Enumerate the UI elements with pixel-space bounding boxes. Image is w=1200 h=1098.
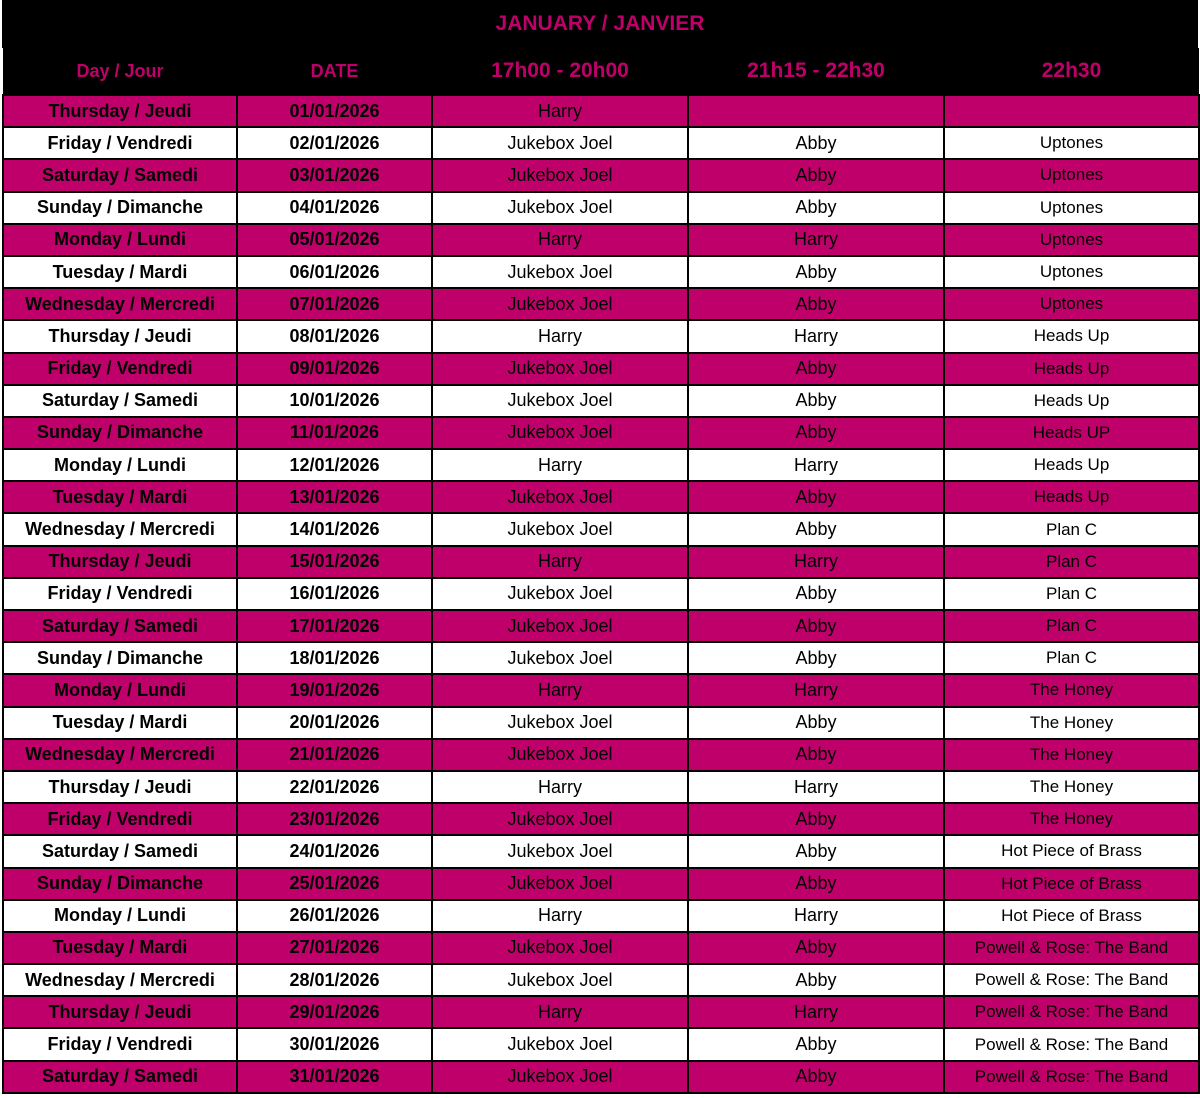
day-cell: Tuesday / Mardi: [3, 932, 237, 964]
table-row: [3, 224, 1199, 256]
table-row: [3, 900, 1199, 932]
date-cell: 09/01/2026: [237, 353, 432, 385]
day-cell: Tuesday / Mardi: [3, 707, 237, 739]
date-cell: 16/01/2026: [237, 578, 432, 610]
slot-2-cell: Abby: [688, 964, 944, 996]
day-cell: Thursday / Jeudi: [3, 320, 237, 352]
slot-3-cell: The Honey: [944, 739, 1199, 771]
slot-2-cell: Abby: [688, 481, 944, 513]
table-row: [3, 513, 1199, 545]
slot-2-cell: Abby: [688, 513, 944, 545]
date-cell: 26/01/2026: [237, 900, 432, 932]
table-row: [3, 610, 1199, 642]
date-cell: 15/01/2026: [237, 546, 432, 578]
slot-1-cell: Jukebox Joel: [432, 513, 688, 545]
date-cell: 02/01/2026: [237, 127, 432, 159]
table-row: [3, 964, 1199, 996]
day-cell: Thursday / Jeudi: [3, 771, 237, 803]
date-cell: 11/01/2026: [237, 417, 432, 449]
slot-1-cell: Jukebox Joel: [432, 964, 688, 996]
slot-1-cell: Jukebox Joel: [432, 385, 688, 417]
slot-1-cell: Jukebox Joel: [432, 127, 688, 159]
slot-2-cell: Harry: [688, 996, 944, 1028]
slot-3-cell: Uptones: [944, 288, 1199, 320]
table-row: [3, 192, 1199, 224]
day-cell: Wednesday / Mercredi: [3, 739, 237, 771]
slot-1-cell: Jukebox Joel: [432, 610, 688, 642]
slot-2-cell: Abby: [688, 288, 944, 320]
day-cell: Tuesday / Mardi: [3, 256, 237, 288]
table-row: [3, 771, 1199, 803]
slot-2-cell: Harry: [688, 900, 944, 932]
slot-1-cell: Jukebox Joel: [432, 803, 688, 835]
slot-3-cell: [944, 95, 1199, 127]
slot-3-cell: Plan C: [944, 513, 1199, 545]
column-header-slot-1: 17h00 - 20h00: [491, 59, 629, 82]
date-cell: 21/01/2026: [237, 739, 432, 771]
date-cell: 28/01/2026: [237, 964, 432, 996]
day-cell: Friday / Vendredi: [3, 127, 237, 159]
slot-3-cell: Uptones: [944, 224, 1199, 256]
day-cell: Wednesday / Mercredi: [3, 288, 237, 320]
table-row: [3, 578, 1199, 610]
day-cell: Saturday / Samedi: [3, 159, 237, 191]
slot-3-cell: Powell & Rose: The Band: [944, 964, 1199, 996]
table-row: [3, 127, 1199, 159]
slot-2-cell: Abby: [688, 1028, 944, 1060]
slot-2-cell: Abby: [688, 385, 944, 417]
table-row: [3, 256, 1199, 288]
slot-3-cell: Hot Piece of Brass: [944, 900, 1199, 932]
table-row: [3, 739, 1199, 771]
table-row: [3, 835, 1199, 867]
day-cell: Saturday / Samedi: [3, 1061, 237, 1093]
slot-3-cell: Powell & Rose: The Band: [944, 932, 1199, 964]
slot-2-cell: Abby: [688, 932, 944, 964]
day-cell: Friday / Vendredi: [3, 803, 237, 835]
slot-2-cell: Harry: [688, 546, 944, 578]
table-row: [3, 159, 1199, 191]
day-cell: Friday / Vendredi: [3, 1028, 237, 1060]
date-cell: 07/01/2026: [237, 288, 432, 320]
date-cell: 06/01/2026: [237, 256, 432, 288]
day-cell: Saturday / Samedi: [3, 610, 237, 642]
slot-2-cell: Abby: [688, 353, 944, 385]
slot-2-cell: Abby: [688, 835, 944, 867]
date-cell: 29/01/2026: [237, 996, 432, 1028]
slot-3-cell: Heads Up: [944, 481, 1199, 513]
table-row: [3, 95, 1199, 127]
slot-1-cell: Jukebox Joel: [432, 642, 688, 674]
date-cell: 20/01/2026: [237, 707, 432, 739]
date-cell: 30/01/2026: [237, 1028, 432, 1060]
date-cell: 24/01/2026: [237, 835, 432, 867]
table-row: [3, 385, 1199, 417]
slot-3-cell: Heads Up: [944, 385, 1199, 417]
slot-2-cell: [688, 95, 944, 127]
slot-2-cell: Abby: [688, 868, 944, 900]
date-cell: 22/01/2026: [237, 771, 432, 803]
date-cell: 10/01/2026: [237, 385, 432, 417]
slot-1-cell: Jukebox Joel: [432, 159, 688, 191]
slot-1-cell: Jukebox Joel: [432, 707, 688, 739]
date-cell: 18/01/2026: [237, 642, 432, 674]
date-cell: 17/01/2026: [237, 610, 432, 642]
slot-1-cell: Jukebox Joel: [432, 1061, 688, 1093]
slot-1-cell: Jukebox Joel: [432, 739, 688, 771]
slot-2-cell: Harry: [688, 674, 944, 706]
slot-3-cell: Powell & Rose: The Band: [944, 1028, 1199, 1060]
slot-1-cell: Jukebox Joel: [432, 256, 688, 288]
date-cell: 14/01/2026: [237, 513, 432, 545]
slot-3-cell: Plan C: [944, 578, 1199, 610]
slot-2-cell: Abby: [688, 578, 944, 610]
day-cell: Sunday / Dimanche: [3, 192, 237, 224]
table-row: [3, 1028, 1199, 1060]
schedule-body: [3, 95, 1199, 1093]
slot-3-cell: Heads Up: [944, 320, 1199, 352]
table-row: [3, 996, 1199, 1028]
column-header-date: DATE: [310, 60, 359, 81]
table-row: [3, 288, 1199, 320]
slot-2-cell: Abby: [688, 803, 944, 835]
slot-1-cell: Harry: [432, 996, 688, 1028]
day-cell: Wednesday / Mercredi: [3, 513, 237, 545]
slot-1-cell: Jukebox Joel: [432, 932, 688, 964]
slot-3-cell: Powell & Rose: The Band: [944, 996, 1199, 1028]
day-cell: Thursday / Jeudi: [3, 996, 237, 1028]
date-cell: 13/01/2026: [237, 481, 432, 513]
table-row: [3, 320, 1199, 352]
day-cell: Monday / Lundi: [3, 449, 237, 481]
slot-1-cell: Jukebox Joel: [432, 1028, 688, 1060]
slot-1-cell: Harry: [432, 320, 688, 352]
slot-1-cell: Harry: [432, 771, 688, 803]
slot-1-cell: Harry: [432, 900, 688, 932]
slot-3-cell: Heads Up: [944, 353, 1199, 385]
slot-2-cell: Abby: [688, 127, 944, 159]
day-cell: Saturday / Samedi: [3, 835, 237, 867]
slot-3-cell: Uptones: [944, 256, 1199, 288]
day-cell: Monday / Lundi: [3, 900, 237, 932]
slot-1-cell: Jukebox Joel: [432, 835, 688, 867]
slot-1-cell: Jukebox Joel: [432, 353, 688, 385]
slot-2-cell: Abby: [688, 256, 944, 288]
day-cell: Saturday / Samedi: [3, 385, 237, 417]
slot-3-cell: The Honey: [944, 803, 1199, 835]
date-cell: 23/01/2026: [237, 803, 432, 835]
slot-1-cell: Harry: [432, 546, 688, 578]
day-cell: Sunday / Dimanche: [3, 868, 237, 900]
slot-1-cell: Jukebox Joel: [432, 288, 688, 320]
slot-2-cell: Harry: [688, 320, 944, 352]
header-row: [3, 48, 1199, 95]
table-row: [3, 803, 1199, 835]
date-cell: 12/01/2026: [237, 449, 432, 481]
slot-1-cell: Jukebox Joel: [432, 192, 688, 224]
slot-3-cell: Uptones: [944, 127, 1199, 159]
slot-2-cell: Abby: [688, 610, 944, 642]
column-header-day: Day / Jour: [76, 60, 164, 81]
day-cell: Sunday / Dimanche: [3, 417, 237, 449]
slot-1-cell: Jukebox Joel: [432, 481, 688, 513]
slot-2-cell: Abby: [688, 642, 944, 674]
date-cell: 19/01/2026: [237, 674, 432, 706]
table-row: [3, 642, 1199, 674]
slot-2-cell: Abby: [688, 417, 944, 449]
day-cell: Monday / Lundi: [3, 224, 237, 256]
slot-3-cell: Hot Piece of Brass: [944, 868, 1199, 900]
day-cell: Wednesday / Mercredi: [3, 964, 237, 996]
column-header-slot-2: 21h15 - 22h30: [747, 59, 885, 82]
slot-2-cell: Abby: [688, 707, 944, 739]
date-cell: 04/01/2026: [237, 192, 432, 224]
slot-3-cell: The Honey: [944, 674, 1199, 706]
date-cell: 25/01/2026: [237, 868, 432, 900]
day-cell: Tuesday / Mardi: [3, 481, 237, 513]
table-row: [3, 481, 1199, 513]
slot-3-cell: Heads Up: [944, 449, 1199, 481]
date-cell: 01/01/2026: [237, 95, 432, 127]
day-cell: Sunday / Dimanche: [3, 642, 237, 674]
table-row: [3, 674, 1199, 706]
date-cell: 31/01/2026: [237, 1061, 432, 1093]
slot-3-cell: Plan C: [944, 546, 1199, 578]
day-cell: Thursday / Jeudi: [3, 95, 237, 127]
table-row: [3, 449, 1199, 481]
table-row: [3, 868, 1199, 900]
slot-2-cell: Abby: [688, 1061, 944, 1093]
slot-3-cell: Plan C: [944, 642, 1199, 674]
slot-3-cell: Uptones: [944, 192, 1199, 224]
slot-3-cell: Plan C: [944, 610, 1199, 642]
slot-2-cell: Harry: [688, 449, 944, 481]
slot-2-cell: Harry: [688, 224, 944, 256]
day-cell: Friday / Vendredi: [3, 353, 237, 385]
table-row: [3, 417, 1199, 449]
slot-2-cell: Abby: [688, 159, 944, 191]
month-title: JANUARY / JANVIER: [2, 0, 1198, 48]
table-row: [3, 1061, 1199, 1093]
slot-3-cell: Heads UP: [944, 417, 1199, 449]
slot-3-cell: Hot Piece of Brass: [944, 835, 1199, 867]
day-cell: Monday / Lundi: [3, 674, 237, 706]
slot-1-cell: Jukebox Joel: [432, 417, 688, 449]
slot-1-cell: Jukebox Joel: [432, 578, 688, 610]
slot-2-cell: Harry: [688, 771, 944, 803]
slot-1-cell: Harry: [432, 224, 688, 256]
table-row: [3, 932, 1199, 964]
date-cell: 08/01/2026: [237, 320, 432, 352]
table-row: [3, 546, 1199, 578]
table-row: [3, 707, 1199, 739]
slot-2-cell: Abby: [688, 192, 944, 224]
date-cell: 03/01/2026: [237, 159, 432, 191]
slot-1-cell: Jukebox Joel: [432, 868, 688, 900]
slot-2-cell: Abby: [688, 739, 944, 771]
date-cell: 27/01/2026: [237, 932, 432, 964]
day-cell: Friday / Vendredi: [3, 578, 237, 610]
slot-1-cell: Harry: [432, 674, 688, 706]
slot-3-cell: Uptones: [944, 159, 1199, 191]
date-cell: 05/01/2026: [237, 224, 432, 256]
slot-3-cell: The Honey: [944, 707, 1199, 739]
slot-3-cell: Powell & Rose: The Band: [944, 1061, 1199, 1093]
slot-3-cell: The Honey: [944, 771, 1199, 803]
table-row: [3, 353, 1199, 385]
column-header-slot-3: 22h30: [1041, 59, 1102, 82]
day-cell: Thursday / Jeudi: [3, 546, 237, 578]
slot-1-cell: Harry: [432, 95, 688, 127]
schedule-table: [2, 48, 1200, 1094]
slot-1-cell: Harry: [432, 449, 688, 481]
